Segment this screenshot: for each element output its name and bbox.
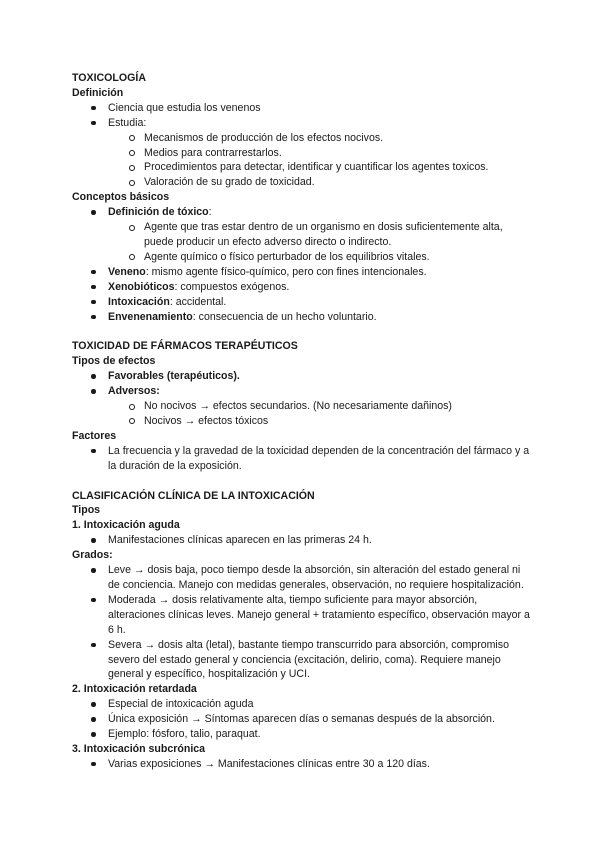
heading-factores: Factores <box>72 429 117 442</box>
subcronica-list <box>72 757 532 772</box>
list-item <box>72 101 532 116</box>
list-item-text: Agente que tras estar dentro de un organismo en dosis suficientemente alta, puede producir un efecto adverso directo o indirecto. <box>144 221 503 248</box>
list-item <box>72 638 532 683</box>
term-label: Veneno <box>108 265 146 278</box>
sub-list-item <box>72 250 532 265</box>
section-title-farmacos: TOXICIDAD DE FÁRMACOS TERAPÉUTICOS <box>72 340 298 353</box>
sub-list-item <box>72 414 532 429</box>
term-label: Envenenamiento <box>108 310 193 323</box>
heading-grados: Grados: <box>72 549 113 562</box>
list-item <box>72 295 532 310</box>
list-item-text: Ejemplo: fósforo, talio, paraquat. <box>108 728 261 741</box>
aguda-list <box>72 533 532 548</box>
term-label: Definición de tóxico <box>108 206 209 219</box>
sub-list-item <box>72 131 532 146</box>
list-item-text: Manifestaciones clínicas aparecen en las primeras 24 h. <box>108 534 372 547</box>
heading-conceptos: Conceptos básicos <box>72 191 170 204</box>
list-item <box>72 384 532 399</box>
conceptos-list <box>72 205 532 324</box>
term-text: : mismo agente físico-químico, pero con fines intencionales. <box>145 265 427 278</box>
list-item-text: Varias exposiciones → Manifestaciones clínicas entre 30 a 120 días. <box>108 757 430 770</box>
list-item-text: Valoración de su grado de toxicidad. <box>144 176 315 189</box>
heading-aguda: 1. Intoxicación aguda <box>72 519 180 532</box>
list-item-text: Ciencia que estudia los venenos <box>108 101 261 114</box>
heading-retardada: 2. Intoxicación retardada <box>72 683 197 696</box>
list-item-text: Especial de intoxicación aguda <box>108 698 254 711</box>
list-item-text: Mecanismos de producción de los efectos nocivos. <box>144 131 384 144</box>
document-page <box>72 71 532 772</box>
term-text: : <box>208 206 212 219</box>
list-item-text: Nocivos → efectos tóxicos <box>144 414 269 427</box>
list-item <box>72 205 532 220</box>
list-item-text: Medios para contrarrestarlos. <box>144 146 282 159</box>
grados-list <box>72 563 532 682</box>
list-item <box>72 563 532 593</box>
page-title: TOXICOLOGÍA <box>72 72 146 84</box>
list-item <box>72 310 532 325</box>
list-item-text: Severa → dosis alta (letal), bastante tiempo transcurrido para absorción, compromiso severo del estado general y conciencia (excitación, delirio, coma). Requiere manejo general y específico, hospitalización y UCI. <box>108 638 509 681</box>
list-item <box>72 533 532 548</box>
term-text: : compuestos exógenos. <box>174 280 290 293</box>
sub-list-item <box>72 175 532 190</box>
list-item-text: Leve → dosis baja, poco tiempo desde la absorción, sin alteración del estado general ni de conciencia. Manejo con medidas generales, observación, no requiere hospitalización. <box>108 564 524 591</box>
list-item <box>72 712 532 727</box>
list-item <box>72 280 532 295</box>
list-item <box>72 757 532 772</box>
list-item-text: Procedimientos para detectar, identificar y cuantificar los agentes toxicos. <box>144 161 489 174</box>
list-item <box>72 593 532 638</box>
term-label: Xenobióticos <box>108 280 175 293</box>
list-item-text: La frecuencia y la gravedad de la toxicidad dependen de la concentración del fármaco y a la duración de la exposición. <box>108 444 530 472</box>
factores-list <box>72 444 532 474</box>
list-item-text: Única exposición → Síntomas aparecen días o semanas después de la absorción. <box>108 713 495 726</box>
efectos-list <box>72 369 532 429</box>
sub-list-item <box>72 399 532 414</box>
sub-list-item <box>72 160 532 175</box>
retardada-list <box>72 697 532 742</box>
sub-list-item <box>72 220 532 250</box>
term-text: : consecuencia de un hecho voluntario. <box>192 310 377 323</box>
list-item-text: No nocivos → efectos secundarios. (No necesariamente dañinos) <box>144 400 452 413</box>
list-item-text: Favorables (terapéuticos). <box>108 370 240 383</box>
sub-list-item <box>72 146 532 161</box>
heading-tipos-efectos: Tipos de efectos <box>72 355 156 368</box>
term-text: : accidental. <box>169 295 227 308</box>
list-item <box>72 116 532 131</box>
heading-subcronica: 3. Intoxicación subcrónica <box>72 742 206 755</box>
section-title-clasificacion: CLASIFICACIÓN CLÍNICA DE LA INTOXICACIÓN <box>72 489 315 502</box>
list-item <box>72 697 532 712</box>
list-item <box>72 369 532 384</box>
term-label: Intoxicación <box>108 295 170 308</box>
heading-tipos: Tipos <box>72 504 101 517</box>
list-item-text: Adversos: <box>108 385 160 398</box>
definicion-list <box>72 101 532 190</box>
list-item <box>72 727 532 742</box>
list-item <box>72 444 532 474</box>
list-item-text: Moderada → dosis relativamente alta, tiempo suficiente para mayor absorción, alteraciones clínicas leves. Manejo general + tratamiento específico, observación mayor a 6 h. <box>108 593 530 636</box>
list-item-text: Estudia: <box>108 116 147 129</box>
heading-definicion: Definición <box>72 86 124 99</box>
list-item-text: Agente químico o físico perturbador de los equilibrios vitales. <box>144 250 430 263</box>
list-item <box>72 265 532 280</box>
